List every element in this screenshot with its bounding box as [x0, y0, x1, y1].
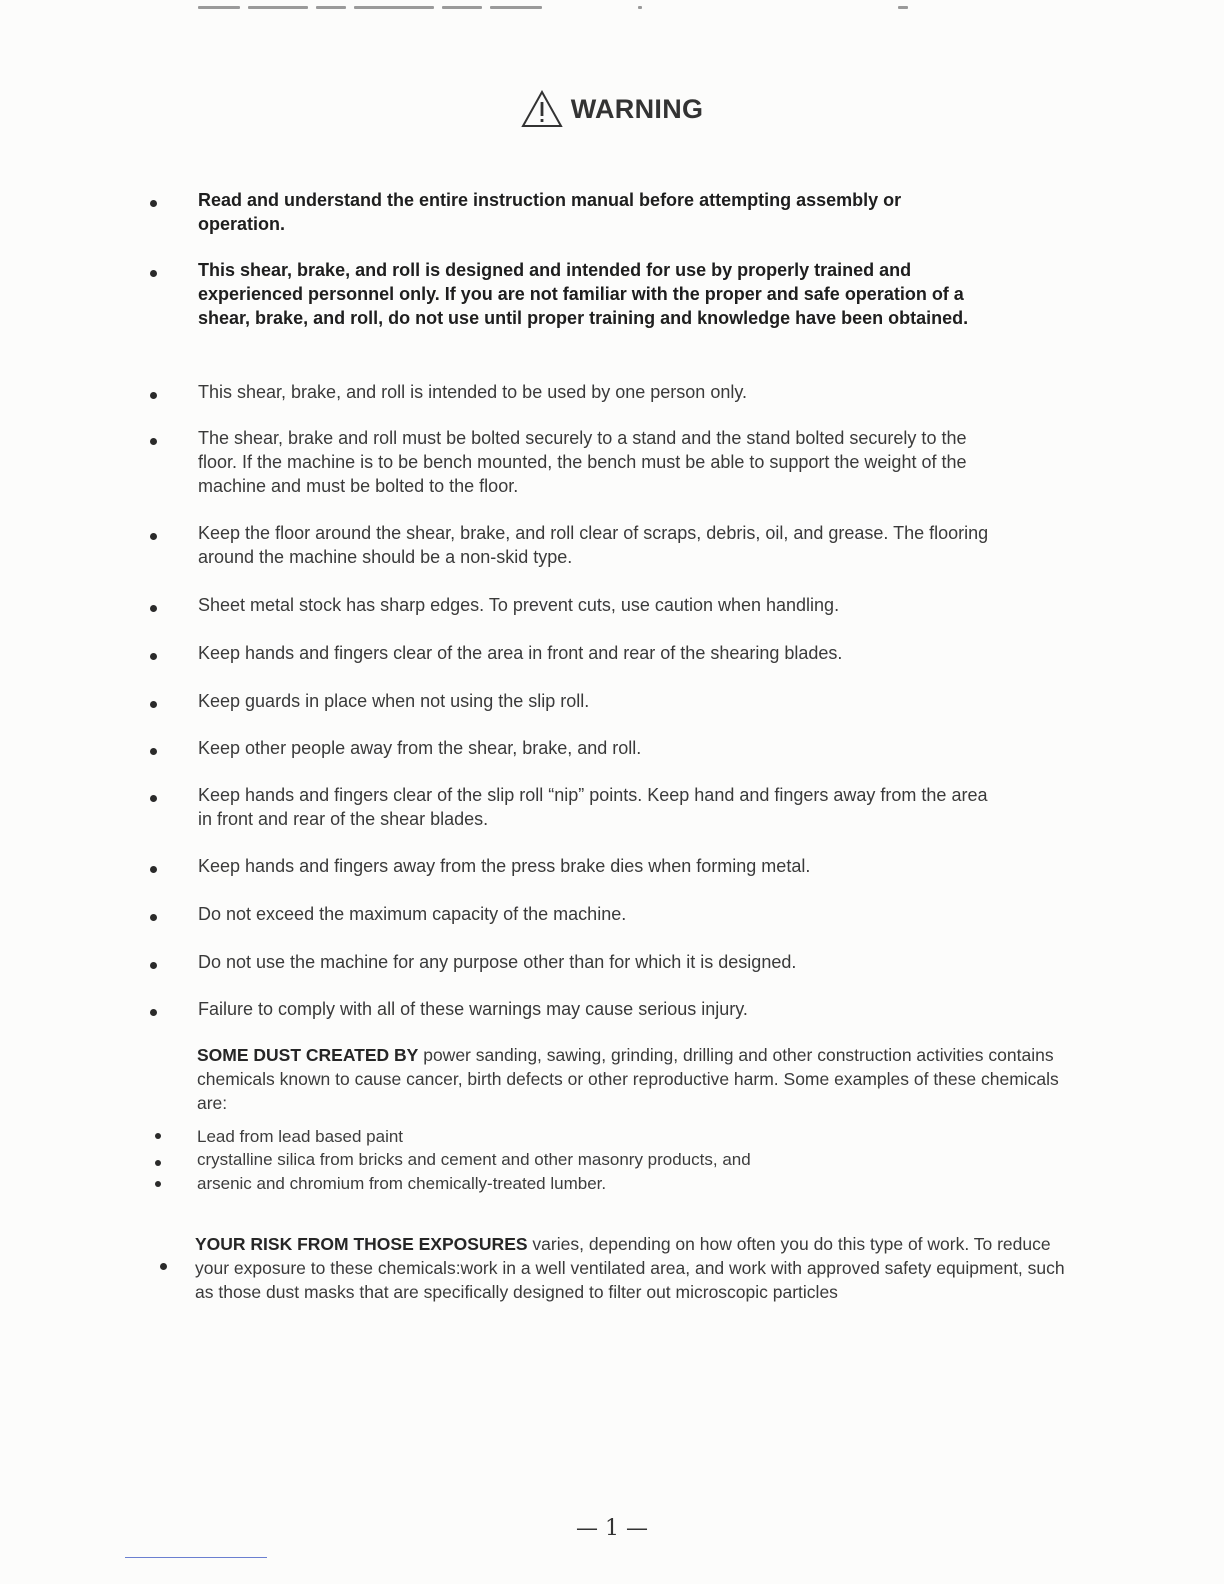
warning-text: Do not use the machine for any purpose other than for which it is designed.	[198, 952, 797, 972]
risk-notice	[195, 1232, 1080, 1304]
warning-text: Sheet metal stock has sharp edges. To prevent cuts, use caution when handling.	[198, 595, 840, 615]
bullet-icon	[155, 1160, 161, 1166]
cropped-previous-text	[198, 6, 918, 14]
warning-heading	[0, 90, 1224, 128]
dust-notice-lead: SOME DUST CREATED BY	[197, 1045, 419, 1065]
warning-text: This shear, brake, and roll is intended to be used by one person only.	[198, 382, 748, 402]
page-title: WARNING	[570, 93, 704, 124]
warning-triangle-icon	[521, 90, 563, 128]
risk-notice-text: varies, depending on how often you do this type of work. To reduce your exposure to these chemicals:work in a well ventilated area, and work with approved safety equipment, such as those dust masks that are specifically designed to filter out microscopic particles	[195, 1234, 1065, 1302]
dust-notice	[197, 1043, 1092, 1115]
dust-notice-text: power sanding, sawing, grinding, drilling and other construction activities contains chemicals known to cause cancer, birth defects or other reproductive harm. Some examples of these chemicals are:	[197, 1045, 1059, 1113]
bullet-icon	[150, 200, 157, 207]
bullet-icon	[150, 795, 157, 802]
risk-notice-lead: YOUR RISK FROM THOSE EXPOSURES	[195, 1234, 528, 1254]
chemical-text: Lead from lead based paint	[197, 1127, 404, 1146]
bullet-icon	[155, 1133, 161, 1139]
chemical-text: crystalline silica from bricks and cement and other masonry products, and	[197, 1150, 751, 1169]
warning-text: Do not exceed the maximum capacity of the machine.	[198, 904, 627, 924]
warning-text: Keep the floor around the shear, brake, and roll clear of scraps, debris, oil, and grease. The flooring around the machine should be a non-skid type.	[198, 523, 989, 567]
warning-text: Failure to comply with all of these warnings may cause serious injury.	[198, 999, 748, 1019]
scan-edge-line	[125, 1557, 267, 1558]
bullet-icon	[150, 533, 157, 540]
bullet-icon	[160, 1263, 167, 1270]
bullet-icon	[150, 866, 157, 873]
warning-text: The shear, brake and roll must be bolted securely to a stand and the stand bolted securely to the floor. If the machine is to be bench mounted, the bench must be able to support the weight of the machine and must be bolted to the floor.	[198, 428, 967, 496]
warning-text: Keep guards in place when not using the slip roll.	[198, 691, 590, 711]
bullet-icon	[150, 653, 157, 660]
warning-text: This shear, brake, and roll is designed and intended for use by properly trained and experienced personnel only. If you are not familiar with the proper and safe operation of a shear, brake, and roll, do not use until proper training and knowledge have been obtained.	[198, 260, 969, 328]
bullet-icon	[150, 1009, 157, 1016]
bullet-icon	[150, 962, 157, 969]
bullet-icon	[150, 914, 157, 921]
bullet-icon	[150, 605, 157, 612]
warning-text: Read and understand the entire instruction manual before attempting assembly or operation.	[198, 190, 902, 234]
bullet-icon	[150, 701, 157, 708]
bullet-icon	[150, 748, 157, 755]
bullet-icon	[150, 392, 157, 399]
warning-text: Keep hands and fingers away from the press brake dies when forming metal.	[198, 856, 811, 876]
warning-text: Keep other people away from the shear, brake, and roll.	[198, 738, 642, 758]
bullet-icon	[150, 270, 157, 277]
chemical-text: arsenic and chromium from chemically-treated lumber.	[197, 1174, 607, 1193]
warning-text: Keep hands and fingers clear of the area in front and rear of the shearing blades.	[198, 643, 843, 663]
page-number: — 1 —	[576, 1516, 648, 1541]
bullet-icon	[155, 1181, 161, 1187]
bullet-icon	[150, 438, 157, 445]
warning-text: Keep hands and fingers clear of the slip roll “nip” points. Keep hand and fingers away from the area in front and rear of the shear blades.	[198, 785, 988, 829]
